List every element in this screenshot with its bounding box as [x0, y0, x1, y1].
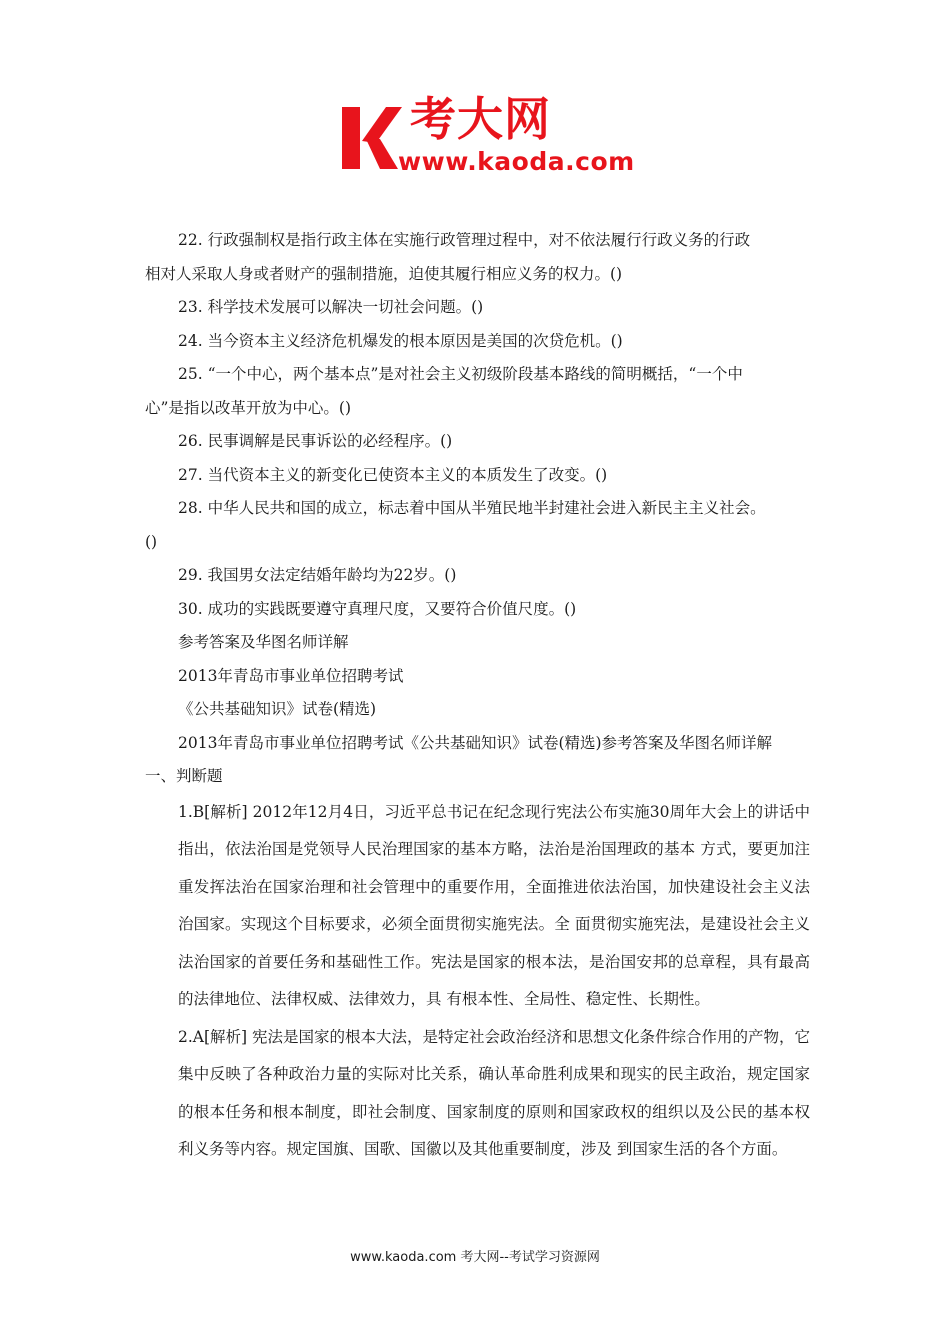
answer-1: 1.B[解析] 2012年12月4日，习近平总书记在纪念现行宪法公布实施30周年大会上的讲话中指出，依法治国是党领导人民治理国家的基本方略，法治是治国理政的基本 方式，要更加注重发挥法治在国家治理和社会管理中的重要作用，全面推进依法治国，加快建设社会主义法治国家。实现这个目标要求，必须全面贯彻实施宪法。全 面贯彻实施宪法，是建设社会主义法治国家的首要任务和基础性工作。宪法是国家的根本法，是治国安邦的总章程，具有最高的法律地位、法律权威、法律效力，具 有根本性、全局性、稳定性、长期性。 [178, 802, 810, 1008]
question-28-line1: 28. 中华人民共和国的成立，标志着中国从半殖民地半封建社会进入新民主主义社会。 [178, 499, 766, 517]
answer-2: 2.A[解析] 宪法是国家的根本大法，是特定社会政治经济和思想文化条件综合作用的产物，它集中反映了各种政治力量的实际对比关系，确认革命胜利成果和现实的民主政治，规定国家的根本任务和根本制度，即社会制度、国家制度的原则和国家政权的组织以及公民的基本权利义务等内容。规定国旗、国歌、国徽以及其他重要制度，涉及 到国家生活的各个方面。 [178, 1027, 811, 1158]
question-27: 27. 当代资本主义的新变化已使资本主义的本质发生了改变。() [178, 465, 608, 484]
question-30: 30. 成功的实践既要遵守真理尺度，又要符合价值尺度。() [178, 599, 577, 618]
question-28-line2: () [145, 532, 158, 551]
logo-brand-text: 考大网 [410, 92, 551, 146]
answers-heading: 参考答案及华图名师详解 [178, 633, 349, 651]
logo-url-text: www.kaoda.com [398, 147, 635, 176]
question-25-line1: 25. “一个中心，两个基本点”是对社会主义初级阶段基本路线的简明概括，“一个中 [178, 365, 743, 383]
exam-subtitle: 《公共基础知识》试卷(精选) [178, 700, 377, 718]
full-answer-title: 2013年青岛市事业单位招聘考试《公共基础知识》试卷(精选)参考答案及华图名师详解 [178, 733, 773, 752]
question-24: 24. 当今资本主义经济危机爆发的根本原因是美国的次贷危机。() [178, 331, 623, 350]
question-26: 26. 民事调解是民事诉讼的必经程序。() [178, 432, 453, 450]
section-heading: 一、判断题 [145, 767, 223, 785]
question-29: 29. 我国男女法定结婚年龄均为22岁。() [178, 566, 457, 584]
question-22-line2: 相对人采取人身或者财产的强制措施，迫使其履行相应义务的权力。() [145, 264, 623, 283]
kaoda-logo [340, 92, 670, 185]
page-footer: www.kaoda.com 考大网--考试学习资源网 [350, 1250, 600, 1265]
question-22-line1: 22. 行政强制权是指行政主体在实施行政管理过程中，对不依法履行行政义务的行政 [178, 231, 751, 249]
document-body [145, 224, 810, 1169]
question-25-line2: 心”是指以改革开放为中心。() [145, 398, 352, 417]
k-logo-icon [340, 103, 404, 173]
exam-title: 2013年青岛市事业单位招聘考试 [178, 666, 404, 685]
question-23: 23. 科学技术发展可以解决一切社会问题。() [178, 298, 484, 316]
